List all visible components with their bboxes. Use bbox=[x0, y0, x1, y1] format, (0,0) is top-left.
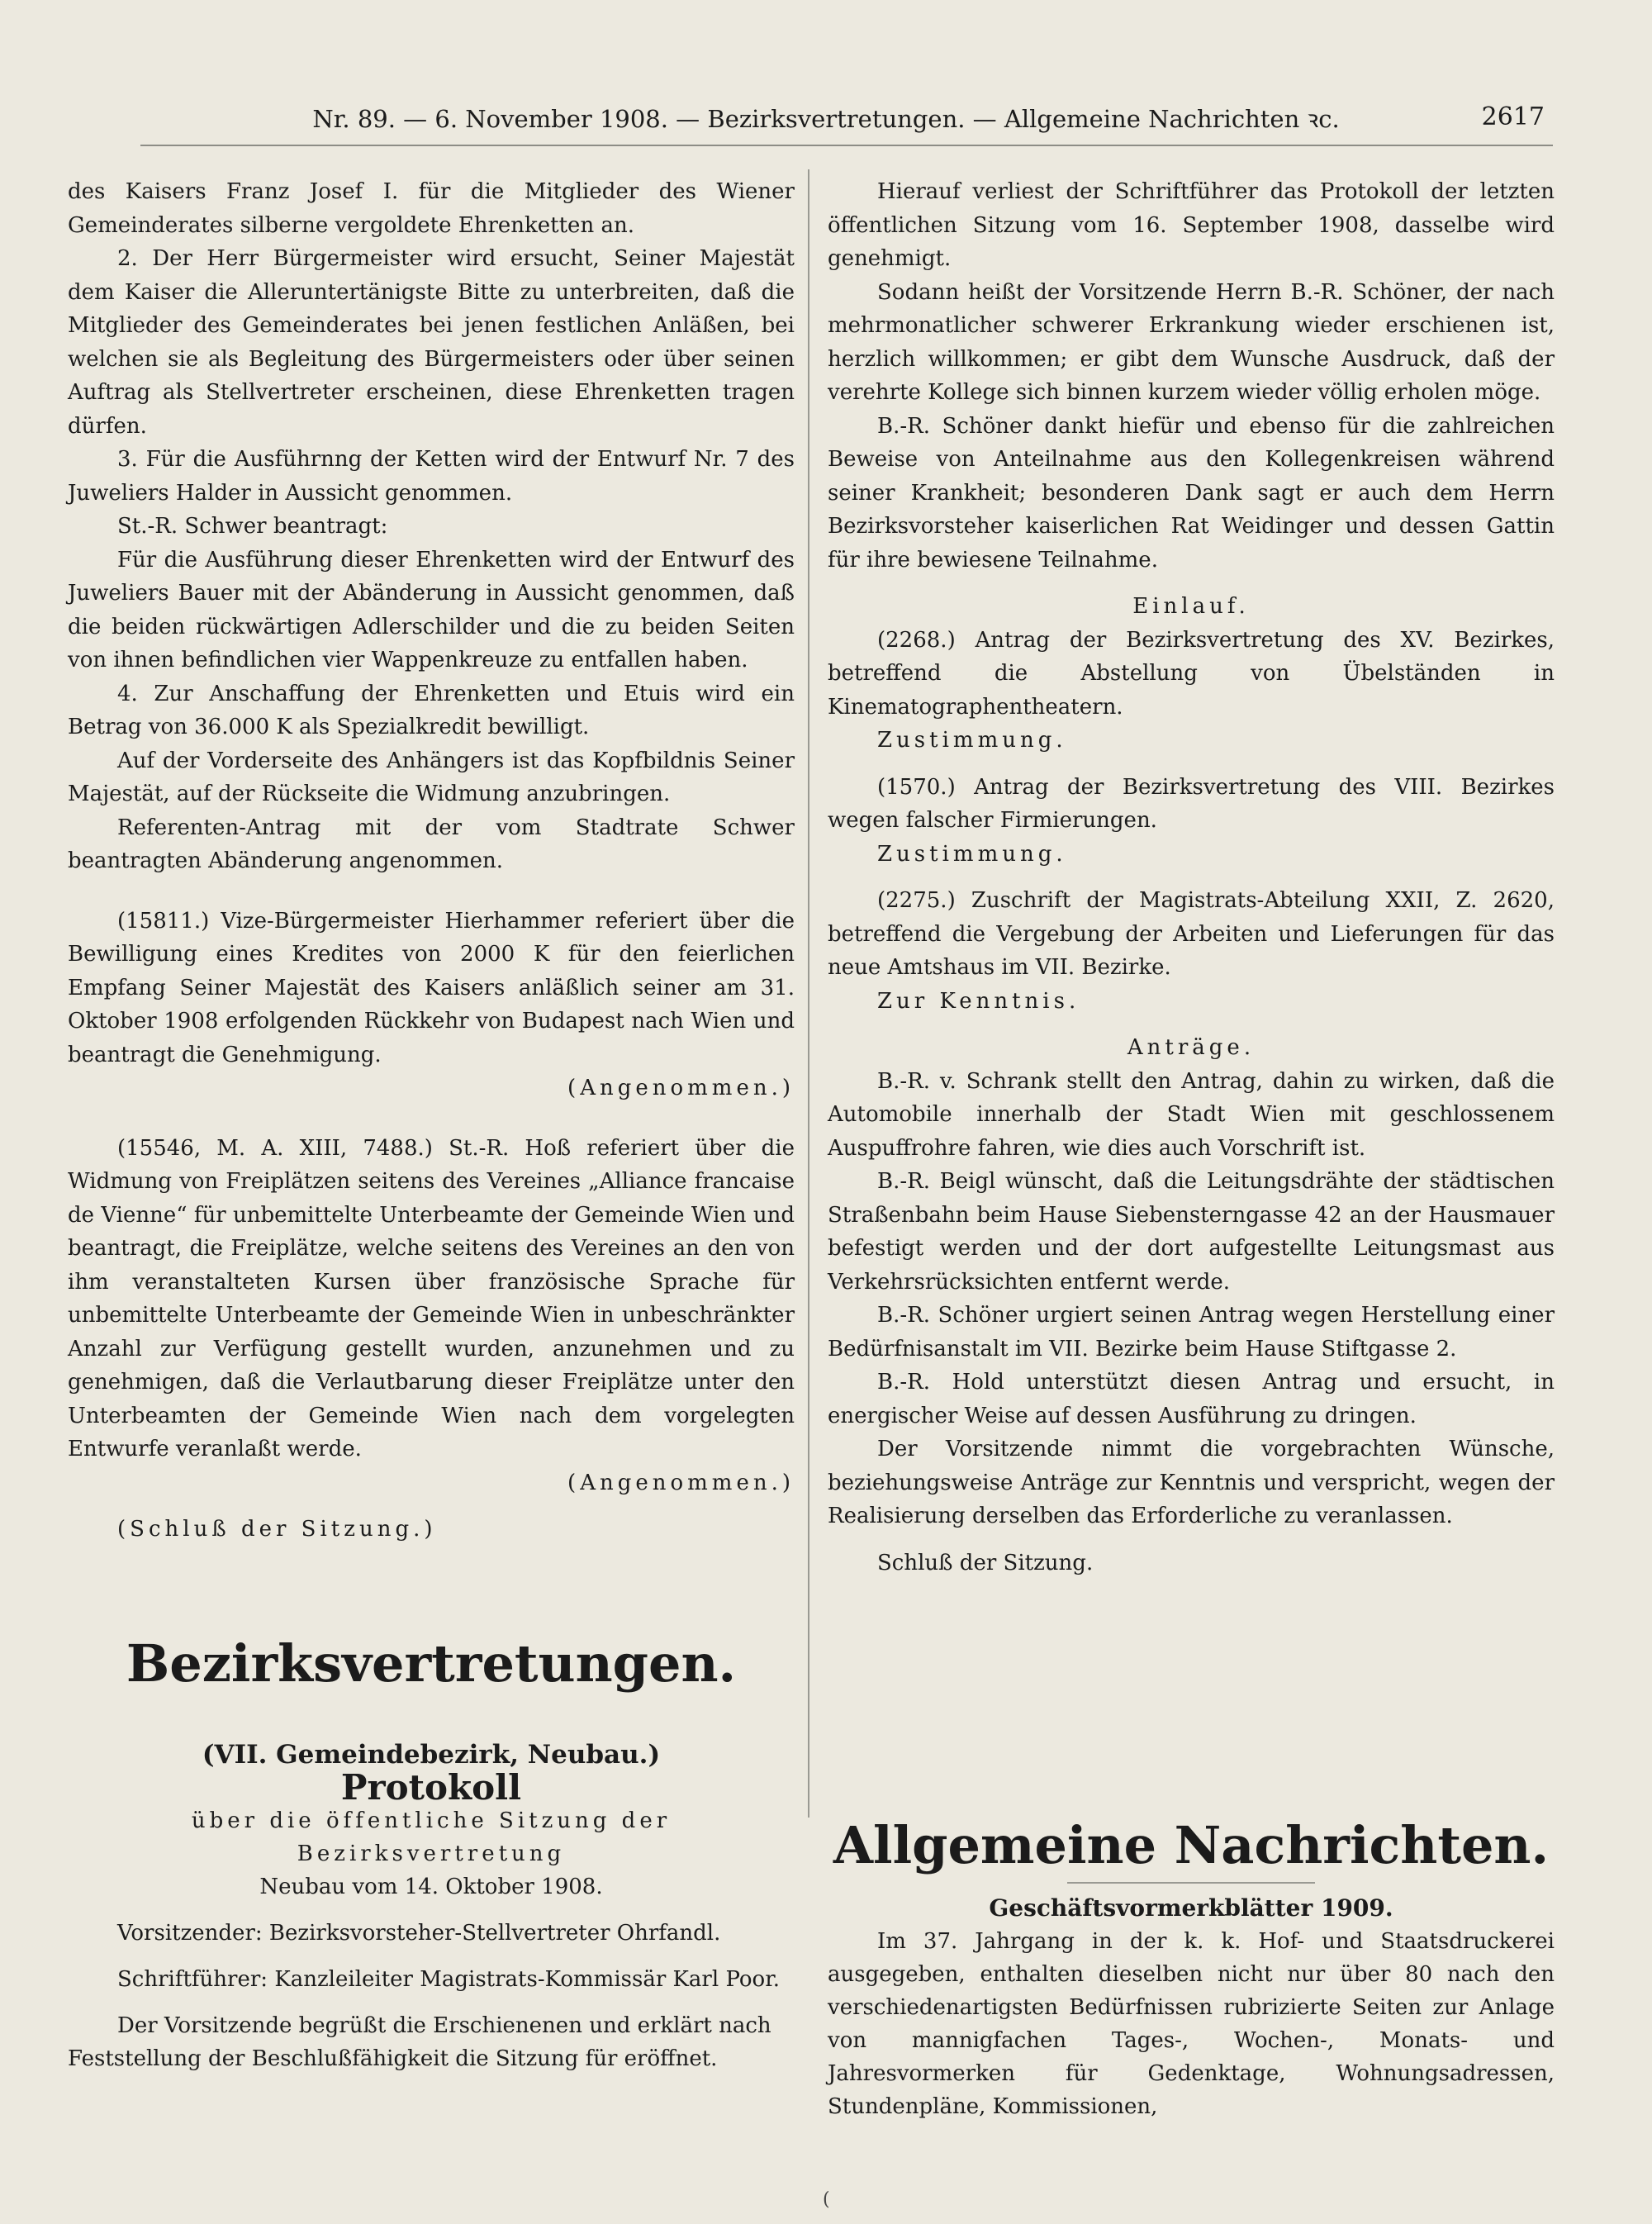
result-note: Zustimmung. bbox=[877, 728, 1067, 753]
paragraph: Referenten-Antrag mit der vom Stadtrate Schwer beantragten Abänderung angenommen. bbox=[68, 815, 795, 873]
result-note: (Angenommen.) bbox=[567, 1470, 795, 1495]
paragraph: 4. Zur Anschaffung der Ehrenketten und Etuis wird ein Betrag von 36.000 K als Spezialkredit bewilligt. bbox=[68, 681, 795, 739]
bezirksvertretungen-section bbox=[68, 1633, 795, 2075]
subsection-title: Geschäftsvormerkblätter 1909. bbox=[989, 1894, 1393, 1922]
paragraph: St.-R. Schwer beantragt: bbox=[117, 514, 388, 539]
column-divider bbox=[808, 169, 809, 1818]
paragraph: Für die Ausführung dieser Ehrenketten wird der Entwurf des Juweliers Bauer mit der Abänderung in Aussicht genommen, daß die beiden rückwärtigen Adlerschilder und die zu beiden Seiten von ihnen befindlichen vier Wappenkreuze zu entfallen haben. bbox=[68, 547, 795, 672]
paragraph: des Kaisers Franz Josef I. für die Mitglieder des Wiener Gemeinderates silberne vergoldete Ehrenketten an. bbox=[68, 179, 795, 238]
allgemeine-nachrichten-section bbox=[828, 1815, 1555, 2123]
protokoll-date: Neubau vom 14. Oktober 1908. bbox=[259, 1875, 603, 1900]
paragraph: (1570.) Antrag der Bezirksvertretung des VIII. Bezirkes wegen falscher Firmierungen. bbox=[828, 774, 1555, 833]
paragraph: (2275.) Zuschrift der Magistrats-Abteilung XXII, Z. 2620, betreffend die Vergebung der Arbeiten und Lieferungen für das neue Amtshaus im VII. Bezirke. bbox=[828, 888, 1555, 980]
paragraph: (15546, M. A. XIII, 7488.) St.-R. Hoß referiert über die Widmung von Freiplätzen seitens des Vereines „Alliance francaise de Vienne“ für unbemittelte Unterbeamte der Gemeinde Wien und beantragt, die Freiplätze, welche seitens des Vereines an den von ihm veranstalteten Kursen über französische Sprache für unbemittelte Unterbeamte der Gemeinde Wien in unbeschränkter Anzahl zur Verfügung gestellt wurden, anzunehmen und zu genehmigen, daß die Verlautbarung dieser Freiplätze unter den Unterbeamten der Gemeinde Wien nach dem vorgelegten Entwurfe veranlaßt werde. bbox=[68, 1135, 795, 1461]
page-number: 2617 bbox=[1481, 102, 1545, 131]
paragraph: B.-R. Schöner dankt hiefür und ebenso für die zahlreichen Beweise von Anteilnahme aus den Kollegenkreisen während seiner Krankheit; besonderen Dank sagt er auch dem Herrn Bezirksvorsteher kaiserlichen Rat Weidinger und dessen Gattin für ihre bewiesene Teilnahme. bbox=[828, 413, 1555, 573]
paragraph: Auf der Vorderseite des Anhängers ist das Kopfbildnis Seiner Majestät, auf der Rückseite die Widmung anzubringen. bbox=[68, 748, 795, 806]
einlauf-heading: Einlauf. bbox=[1132, 594, 1250, 619]
header-title: Nr. 89. — 6. November 1908. — Bezirksvertretungen. — Allgemeine Nachrichten ꝛc. bbox=[312, 104, 1340, 133]
paragraph: Sodann heißt der Vorsitzende Herrn B.-R. Schöner, der nach mehrmonatlicher schwerer Erkrankung wieder erschienen ist, herzlich willkommen; er gibt dem Wunsche Ausdruck, daß der verehrte Kollege sich binnen kurzem wieder völlig erholen möge. bbox=[828, 279, 1555, 405]
session-close-note: (Schluß der Sitzung.) bbox=[117, 1517, 437, 1542]
result-note: Zustimmung. bbox=[877, 841, 1067, 867]
chair-line: Vorsitzender: Bezirksvorsteher-Stellvertreter Ohrfandl. bbox=[117, 1921, 721, 1946]
protokoll-heading: Protokoll bbox=[340, 1767, 522, 1808]
paragraph: Der Vorsitzende nimmt die vorgebrachten Wünsche, beziehungsweise Anträge zur Kenntnis und verspricht, wegen der Realisierung derselben das Erforderliche zu veranlassen. bbox=[828, 1437, 1555, 1528]
paragraph: B.-R. Beigl wünscht, daß die Leitungsdrähte der städtischen Straßenbahn beim Hause Siebensterngasse 42 an der Hausmauer befestigt werden und der dort aufgestellte Leitungsmast aus Verkehrsrücksichten entfernt werde. bbox=[828, 1169, 1555, 1295]
paragraph: (15811.) Vize-Bürgermeister Hierhammer referiert über die Bewilligung eines Kredites von 2000 K für den feierlichen Empfang Seiner Majestät des Kaisers anläßlich seiner am 31. Oktober 1908 erfolgenden Rückkehr von Budapest nach Wien und beantragt die Genehmigung. bbox=[68, 908, 795, 1067]
paragraph: 2. Der Herr Bürgermeister wird ersucht, Seiner Majestät dem Kaiser die Alleruntertänigste Bitte zu unterbreiten, daß die Mitglieder des Gemeinderates bei jenen festlichen Anläßen, bei welchen sie als Begleitung des Bürgermeisters oder über seinen Auftrag als Stellvertreter erscheinen, diese Ehrenketten tragen dürfen. bbox=[68, 246, 795, 439]
section-title: Allgemeine Nachrichten. bbox=[833, 1815, 1550, 1875]
paragraph: B.-R. Hold unterstützt diesen Antrag und ersucht, in energischer Weise auf dessen Ausführung zu dringen. bbox=[828, 1370, 1555, 1428]
paragraph: Im 37. Jahrgang in der k. k. Hof- und Staatsdruckerei ausgegeben, enthalten dieselben nicht nur über 80 nach den verschiedenartigsten Bedürfnissen rubrizierte Seiten zur Anlage von mannigfachen Tages-, Wochen-, Monats- und Jahresvormerken für Gedenktage, Wohnungsadressen, Stundenpläne, Kommissionen, bbox=[828, 1929, 1555, 2120]
secretary-line: Schriftführer: Kanzleileiter Magistrats-Kommissär Karl Poor. bbox=[117, 1967, 781, 1993]
header-rule bbox=[140, 145, 1553, 146]
paragraph: B.-R. Schöner urgiert seinen Antrag wegen Herstellung einer Bedürfnisanstalt im VII. Bezirke beim Hause Stiftgasse 2. bbox=[828, 1303, 1555, 1361]
result-note: (Angenommen.) bbox=[567, 1076, 795, 1100]
running-header bbox=[83, 97, 1569, 139]
print-mark: ( bbox=[823, 2189, 830, 2210]
paragraph: Der Vorsitzende begrüßt die Erschienenen und erklärt nach Feststellung der Beschlußfähigkeit die Sitzung für eröffnet. bbox=[68, 2013, 771, 2072]
paragraph: 3. Für die Ausführnng der Ketten wird der Entwurf Nr. 7 des Juweliers Halder in Aussicht genommen. bbox=[68, 447, 795, 506]
result-note: Zur Kenntnis. bbox=[877, 988, 1080, 1014]
section-rule bbox=[1067, 1882, 1315, 1884]
paragraph: Hierauf verliest der Schriftführer das Protokoll der letzten öffentlichen Sitzung vom 16. September 1908, dasselbe wird genehmigt. bbox=[828, 179, 1555, 271]
left-column bbox=[68, 175, 795, 1547]
section-title: Bezirksvertretungen. bbox=[126, 1633, 737, 1694]
paragraph: B.-R. v. Schrank stellt den Antrag, dahin zu wirken, daß die Automobile innerhalb der Stadt Wien mit geschlossenem Auspuffrohre fahren, wie dies auch Vorschrift ist. bbox=[828, 1068, 1555, 1161]
paragraph: (2268.) Antrag der Bezirksvertretung des XV. Bezirkes, betreffend die Abstellung von Übelständen in Kinematographentheatern. bbox=[828, 627, 1555, 720]
protokoll-subheading: über die öffentliche Sitzung der Bezirksvertretung bbox=[191, 1808, 672, 1867]
antraege-heading: Anträge. bbox=[1127, 1035, 1256, 1060]
right-column bbox=[828, 175, 1555, 1580]
district-heading: (VII. Gemeindebezirk, Neubau.) bbox=[202, 1740, 661, 1770]
session-close-note: Schluß der Sitzung. bbox=[877, 1550, 1094, 1575]
